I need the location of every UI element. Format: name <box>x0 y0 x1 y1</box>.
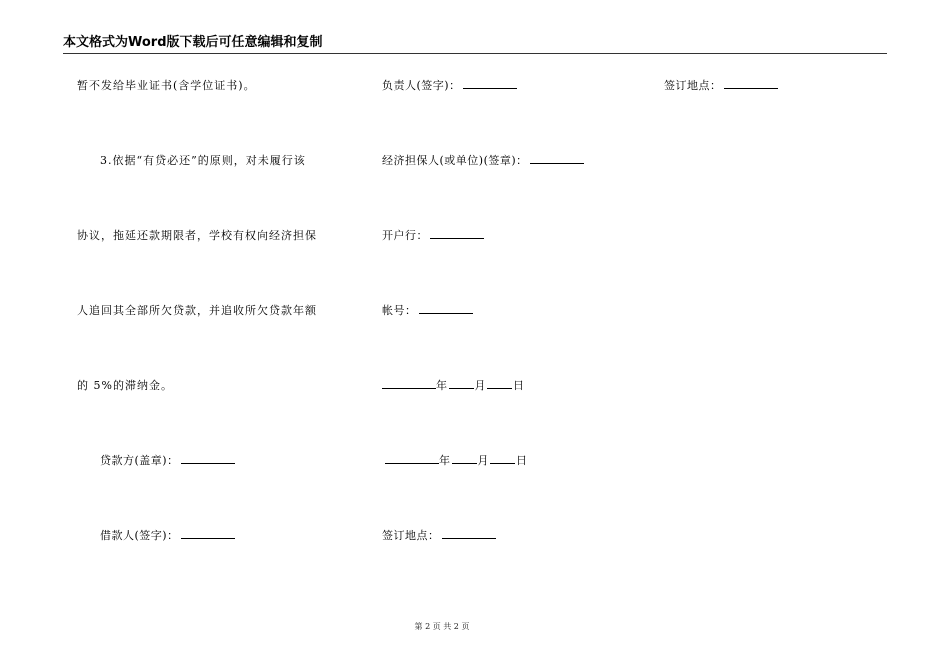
clause-text-line-5: 的 5%的滞纳金。 <box>77 379 173 392</box>
signing-place-field <box>382 529 496 543</box>
clause-text-line-4: 人追回其全部所欠贷款，并追收所欠贷款年额 <box>77 304 317 317</box>
date-1-day-blank <box>487 379 512 389</box>
account-field <box>382 304 473 318</box>
date-1-day-label: 日 <box>513 379 525 392</box>
signing-place-top-label: 签订地点： <box>664 79 722 92</box>
date-2-month-label: 月 <box>477 454 489 467</box>
clause-text-line-2: 3.依据“有贷必还”的原则，对未履行该 <box>100 154 306 167</box>
lender-seal-field <box>100 454 235 468</box>
lender-seal-blank <box>181 454 235 464</box>
date-2-month-blank <box>452 454 477 464</box>
borrower-signature-label: 借款人(签字)： <box>100 529 179 542</box>
date-1-month-label: 月 <box>474 379 486 392</box>
bank-blank <box>430 229 484 239</box>
clause-text-line-1: 暂不发给毕业证书(含学位证书)。 <box>77 79 256 92</box>
lender-seal-label: 贷款方(盖章)： <box>100 454 179 467</box>
guarantor-signature-label: 经济担保人(或单位)(签章)： <box>382 154 528 167</box>
date-1-year-label: 年 <box>436 379 448 392</box>
clause-text-line-3: 协议，拖延还款期限者，学校有权向经济担保 <box>77 229 317 242</box>
date-field-2 <box>385 454 528 468</box>
guarantor-signature-field <box>382 154 584 168</box>
date-1-year-blank <box>382 379 436 389</box>
signing-place-label: 签订地点： <box>382 529 440 542</box>
bank-field <box>382 229 484 243</box>
date-2-year-label: 年 <box>439 454 451 467</box>
document-header-title: 本文格式为Word版下载后可任意编辑和复制 <box>63 35 323 50</box>
date-2-day-label: 日 <box>516 454 528 467</box>
borrower-signature-field <box>100 529 235 543</box>
signing-place-field-top <box>664 79 778 93</box>
account-label: 帐号： <box>382 304 417 317</box>
signing-place-blank <box>442 529 496 539</box>
date-2-day-blank <box>490 454 515 464</box>
bank-label: 开户行： <box>382 229 428 242</box>
header-divider <box>63 53 887 54</box>
page-number: 第 2 页 共 2 页 <box>414 622 470 631</box>
guarantor-signature-blank <box>530 154 584 164</box>
date-2-year-blank <box>385 454 439 464</box>
signing-place-top-blank <box>724 79 778 89</box>
date-1-month-blank <box>449 379 474 389</box>
principal-signature-label: 负责人(签字)： <box>382 79 461 92</box>
account-blank <box>419 304 473 314</box>
date-field-1 <box>382 379 525 393</box>
borrower-signature-blank <box>181 529 235 539</box>
principal-signature-field <box>382 79 517 93</box>
principal-signature-blank <box>463 79 517 89</box>
